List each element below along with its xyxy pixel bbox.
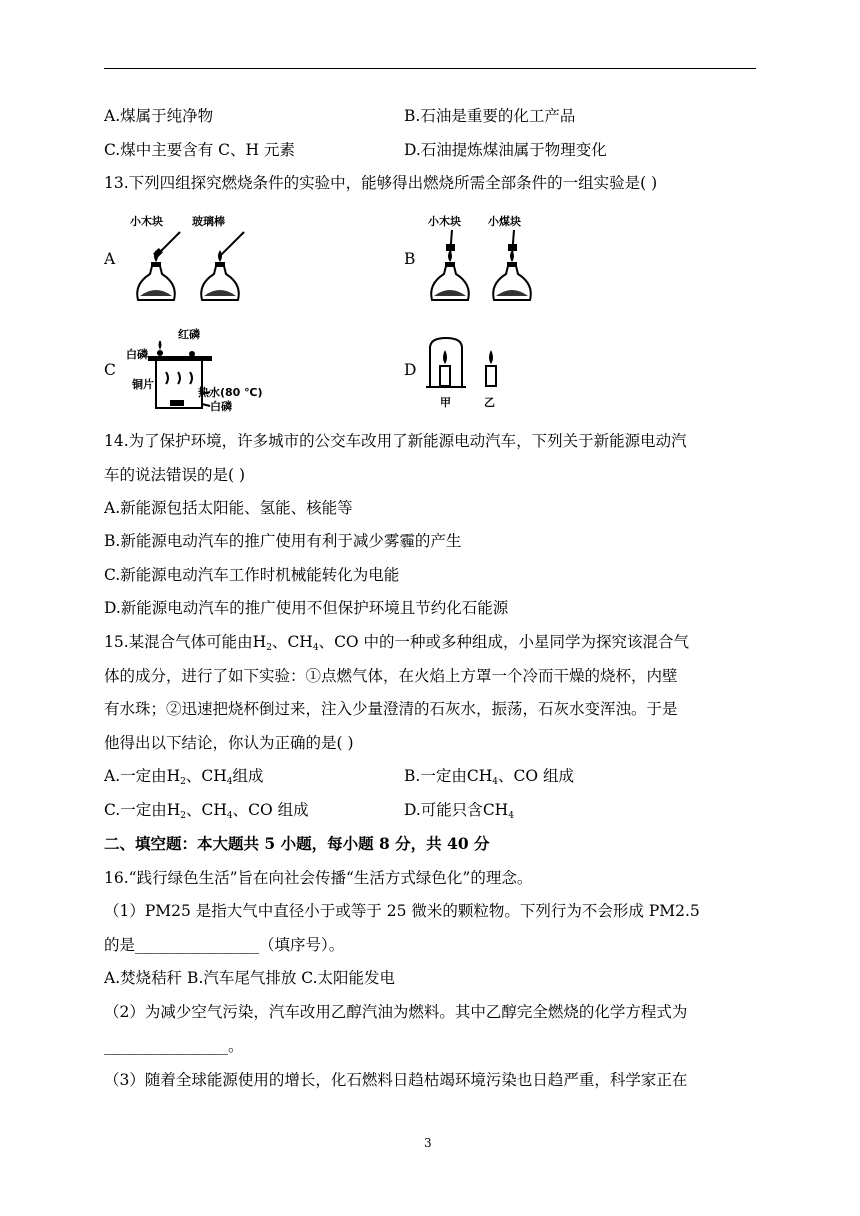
q14-stem-line1: 14.为了保护环境，许多城市的公交车改用了新能源电动汽车，下列关于新能源电动汽 bbox=[104, 432, 687, 450]
q15-stem-line3: 有水珠；②迅速把烧杯倒过来，注入少量澄清的石灰水，振荡，石灰水变浑浊。于是 bbox=[104, 700, 678, 718]
header-rule bbox=[104, 68, 756, 69]
q16-part1-line1: （1）PM25 是指大气中直径小于或等于 25 微米的颗粒物。下列行为不会形成 PM2.5 bbox=[104, 902, 700, 920]
q15-stem-line4: 他得出以下结论，你认为正确的是( ) bbox=[104, 734, 354, 752]
fig-b-label-right: 小煤块 bbox=[488, 215, 521, 228]
q14-stem-line2: 车的说法错误的是( ) bbox=[104, 466, 246, 484]
q13-figure-a bbox=[128, 212, 258, 306]
fig-d-label-jia: 甲 bbox=[440, 396, 451, 409]
fig-c-label-white-bottom: 白磷 bbox=[210, 400, 232, 412]
q13-label-c: C bbox=[104, 361, 116, 379]
q15-option-c: C.一定由$H_2$、$CH_4$、CO 组成 bbox=[104, 801, 309, 821]
q14-option-c: C.新能源电动汽车工作时机械能转化为电能 bbox=[104, 566, 400, 584]
fig-b-label-left: 小木块 bbox=[428, 215, 461, 228]
section-heading: 二、填空题：本大题共 5 小题，每小题 8 分，共 40 分 bbox=[104, 834, 490, 853]
q13-figure-b bbox=[426, 212, 556, 306]
q13-stem: 13.下列四组探究燃烧条件的实验中，能够得出燃烧所需全部条件的一组实验是( ) bbox=[104, 174, 658, 192]
q15-stem-b: 、CO 中的一种或多种组成，小星同学为探究该混合气 bbox=[318, 633, 690, 651]
q15-ch4: $CH_4$ bbox=[287, 633, 319, 653]
q13-figure-c bbox=[126, 326, 276, 412]
q16-part2-line1: （2）为减少空气污染，汽车改用乙醇汽油为燃料。其中乙醇完全燃烧的化学方程式为 bbox=[104, 1003, 688, 1021]
q13-figure-d bbox=[424, 334, 514, 410]
q13-label-d: D bbox=[404, 361, 417, 379]
q16-part3-line1: （3）随着全球能源使用的增长，化石燃料日趋枯竭环境污染也日趋严重，科学家正在 bbox=[104, 1071, 688, 1089]
q13-label-a: A bbox=[104, 250, 116, 268]
q16-part1-line2: 的是________________（填序号）。 bbox=[104, 936, 345, 954]
q14-option-d: D.新能源电动汽车的推广使用不但保护环境且节约化石能源 bbox=[104, 599, 509, 617]
q13-label-b: B bbox=[404, 250, 416, 268]
q15-stem-a: 15.某混合气体可能由 bbox=[104, 633, 253, 651]
q15-option-b: B.一定由$CH_4$、CO 组成 bbox=[404, 767, 574, 787]
fig-c-label-water: 热水(80 ℃) bbox=[198, 386, 263, 399]
fig-d-label-yi: 乙 bbox=[484, 396, 495, 409]
fig-a-label-left: 小木块 bbox=[130, 215, 163, 228]
q15-option-d: D.可能只含$CH_4$ bbox=[404, 801, 514, 821]
q12-option-b: B.石油是重要的化工产品 bbox=[404, 107, 576, 125]
q14-option-b: B.新能源电动汽车的推广使用有利于减少雾霾的产生 bbox=[104, 532, 462, 550]
q15-h2: $H_2$ bbox=[252, 633, 272, 653]
q12-option-a: A.煤属于纯净物 bbox=[104, 107, 214, 125]
q15-sep: 、 bbox=[271, 633, 288, 651]
q12-option-d: D.石油提炼煤油属于物理变化 bbox=[404, 141, 607, 159]
q15-stem-line2: 体的成分，进行了如下实验：①点燃气体，在火焰上方罩一个冷而干燥的烧杯，内壁 bbox=[104, 667, 678, 685]
fig-c-label-white-top: 白磷 bbox=[126, 348, 148, 361]
fig-a-label-right: 玻璃棒 bbox=[192, 215, 225, 228]
q12-option-c: C.煤中主要含有 C、H 元素 bbox=[104, 141, 295, 159]
page-number: 3 bbox=[424, 1136, 432, 1150]
q16-part2-line2: ________________。 bbox=[104, 1037, 244, 1055]
q14-option-a: A.新能源包括太阳能、氢能、核能等 bbox=[104, 499, 353, 517]
q16-part1-options: A.焚烧秸秆 B.汽车尾气排放 C.太阳能发电 bbox=[104, 969, 396, 987]
fig-c-label-red: 红磷 bbox=[178, 328, 200, 341]
fig-c-label-copper: 铜片 bbox=[132, 378, 154, 391]
q15-option-a: A.一定由$H_2$、$CH_4$组成 bbox=[104, 767, 264, 787]
q15-stem-line1 bbox=[104, 632, 689, 658]
q16-stem: 16.“践行绿色生活”旨在向社会传播“生活方式绿色化”的理念。 bbox=[104, 869, 533, 887]
